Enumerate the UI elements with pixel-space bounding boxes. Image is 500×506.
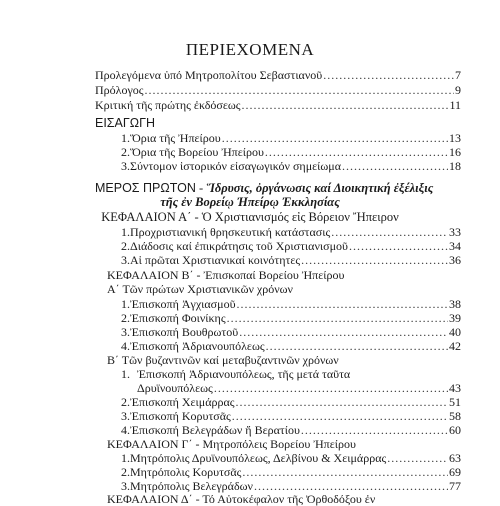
leader-dots [387, 451, 448, 465]
leader-dots [242, 98, 449, 112]
entry-page: 7 [455, 68, 461, 82]
entry-text: Ὅρια τῆς Βορείου Ἠπείρου [130, 145, 264, 159]
leader-dots [342, 159, 448, 173]
toc-entry [121, 297, 461, 311]
entry-page: 38 [449, 297, 461, 311]
leader-dots [254, 479, 448, 493]
entry-text: Αἱ πρῶται Χριστιανικαί κοινότητες [130, 253, 301, 267]
entry-number: 2. [121, 465, 130, 479]
entry-page: 58 [449, 409, 461, 423]
entry-text: Προλεγόμενα ὑπό Μητροπολίτου Σεβαστιανοῦ [95, 68, 323, 82]
entry-text: Πρόλογος [95, 83, 144, 97]
entry-number: 1. [121, 451, 130, 465]
entry-page: 77 [449, 479, 461, 493]
entry-text: Διάδοσις καί ἐπικράτησις τοῦ Χριστιανισμοῦ [130, 239, 348, 253]
toc-entry [121, 451, 461, 465]
entry-text: Ἐπισκοπή Χειμάρρας [130, 395, 235, 409]
entry-page: 33 [449, 225, 461, 239]
entry-page: 63 [449, 451, 461, 465]
toc-entry [121, 253, 461, 267]
entry-number: 4. [121, 423, 130, 437]
toc-entry [121, 145, 461, 159]
leader-dots [301, 423, 448, 437]
entry-number: 3. [121, 479, 130, 493]
entry-page: 69 [449, 465, 461, 479]
leader-dots [323, 68, 454, 82]
leader-dots [242, 465, 448, 479]
entry-text: Προχριστιανική θρησκευτική κατάστασις [130, 225, 331, 239]
entry-text: Ὅρια τῆς Ἠπείρου [130, 131, 221, 145]
leader-dots [349, 239, 448, 253]
entry-page: 34 [449, 239, 461, 253]
leader-dots [236, 395, 448, 409]
toc-entry [95, 98, 461, 112]
entry-text: Ἐπισκοπή Ἀγχιασμοῦ [130, 297, 236, 311]
entry-text: Μητρόπολις Κορυτσᾶς [130, 465, 242, 479]
entry-text: Ἐπισκοπή Κορυτσᾶς [130, 409, 231, 423]
entry-number: 4. [121, 339, 130, 353]
toc-entry [121, 311, 461, 325]
entry-page: 36 [449, 253, 461, 267]
leader-dots [214, 381, 448, 395]
leader-dots [301, 253, 448, 267]
entry-text: Ἐπισκοπή Ἀδριανουπόλεως, τῆς μετά ταῦτα [137, 367, 351, 381]
entry-page: 42 [449, 339, 461, 353]
entry-number: 2. [121, 145, 130, 159]
entry-text: Σύντομον ἱστορικόν εἰσαγωγικόν σημείωμα [130, 159, 342, 173]
entry-page: 39 [449, 311, 461, 325]
toc-entry [121, 339, 461, 353]
entry-number: 1. [121, 131, 130, 145]
toc-entry [121, 131, 461, 145]
entry-text: Ἐπισκοπή Βελεγράδων ἤ Βερατίου [130, 423, 300, 437]
entry-page: 51 [449, 395, 461, 409]
chapter-d-title: ΚΕΦΑΛΑΙΟΝ Δ΄ - Τό Αὐτοκέφαλον τῆς Ὀρθοδόξου ἐν [107, 492, 376, 506]
entry-page: 43 [449, 381, 461, 395]
toc-entry [121, 395, 461, 409]
entry-page: 18 [449, 159, 461, 173]
entry-page: 13 [449, 131, 461, 145]
entry-page: 16 [449, 145, 461, 159]
leader-dots [222, 131, 448, 145]
part-title-2: τῆς ἐν Βορείῳ Ἠπείρῳ Ἐκκλησίας [160, 195, 340, 209]
chapter-c-title: ΚΕΦΑΛΑΙΟΝ Γ΄ - Μητροπόλεις Βορείου Ἠπείρου [107, 437, 356, 451]
entry-text: Δρυϊνουπόλεως [137, 381, 213, 395]
chapter-b-subsection-b: Β΄ Τῶν βυζαντινῶν καί μεταβυζαντινῶν χρόνων [107, 353, 339, 367]
intro-heading: ΕΙΣΑΓΩΓΗ [95, 116, 156, 130]
entry-page: 9 [455, 83, 461, 97]
leader-dots [239, 325, 448, 339]
entry-text: Κριτική τῆς πρώτης ἐκδόσεως [95, 98, 241, 112]
toc-entry [95, 68, 461, 82]
chapter-b-title: ΚΕΦΑΛΑΙΟΝ Β΄ - Ἐπισκοπαί Βορείου Ἠπείρου [107, 268, 345, 282]
leader-dots [237, 297, 448, 311]
entry-number: 3. [121, 409, 130, 423]
toc-entry-line1 [121, 367, 350, 381]
toc-entry [121, 465, 461, 479]
toc-entry [95, 83, 461, 97]
entry-number: 3. [121, 325, 130, 339]
toc-entry [137, 381, 461, 395]
part-heading [95, 181, 433, 195]
leader-dots [265, 145, 448, 159]
chapter-a-title: ΚΕΦΑΛΑΙΟΝ Α΄ - Ὁ Χριστιανισμός εἰς Βόρειον Ἤπειρον [101, 210, 399, 224]
toc-entry [121, 325, 461, 339]
entry-text: Μητρόπολις Βελεγράδων [130, 479, 253, 493]
leader-dots [227, 311, 448, 325]
entry-number: 1. [121, 225, 130, 239]
entry-text: Ἐπισκοπή Ἀδριανουπόλεως [130, 339, 265, 353]
toc-entry [121, 423, 461, 437]
entry-number: 1. [121, 297, 130, 311]
toc-entry [121, 479, 461, 493]
entry-number: 3. [121, 159, 130, 173]
toc-entry [121, 409, 461, 423]
entry-page: 60 [449, 423, 461, 437]
leader-dots [331, 225, 448, 239]
leader-dots [232, 409, 448, 423]
entry-text: Ἐπισκοπή Βουθρωτοῦ [130, 325, 239, 339]
entry-number: 2. [121, 239, 130, 253]
toc-entry [121, 225, 461, 239]
toc-entry [121, 159, 461, 173]
part-label: ΜΕΡΟΣ ΠΡΩΤΟΝ [95, 181, 196, 195]
chapter-b-subsection-a: Α΄ Τῶν πρώτων Χριστιανικῶν χρόνων [107, 282, 293, 296]
entry-number: 3. [121, 253, 130, 267]
entry-text: Ἐπισκοπή Φοινίκης [130, 311, 226, 325]
entry-text: Μητρόπολις Δρυϊνουπόλεως, Δελβίνου & Χειμάρρας [130, 451, 387, 465]
part-dash: - [195, 181, 207, 195]
leader-dots [266, 339, 448, 353]
part-title-1: Ἵδρυσις, ὀργάνωσις καί Διοικητική ἐξέλιξις [206, 181, 434, 195]
entry-page: 40 [449, 325, 461, 339]
toc-entry [121, 239, 461, 253]
entry-page: 11 [449, 98, 461, 112]
leader-dots [145, 83, 454, 97]
entry-number: 2. [121, 395, 130, 409]
page-title: ΠΕΡΙΕΧΟΜΕΝΑ [185, 40, 315, 59]
entry-number: 2. [121, 311, 130, 325]
entry-number: 1. [121, 367, 130, 381]
